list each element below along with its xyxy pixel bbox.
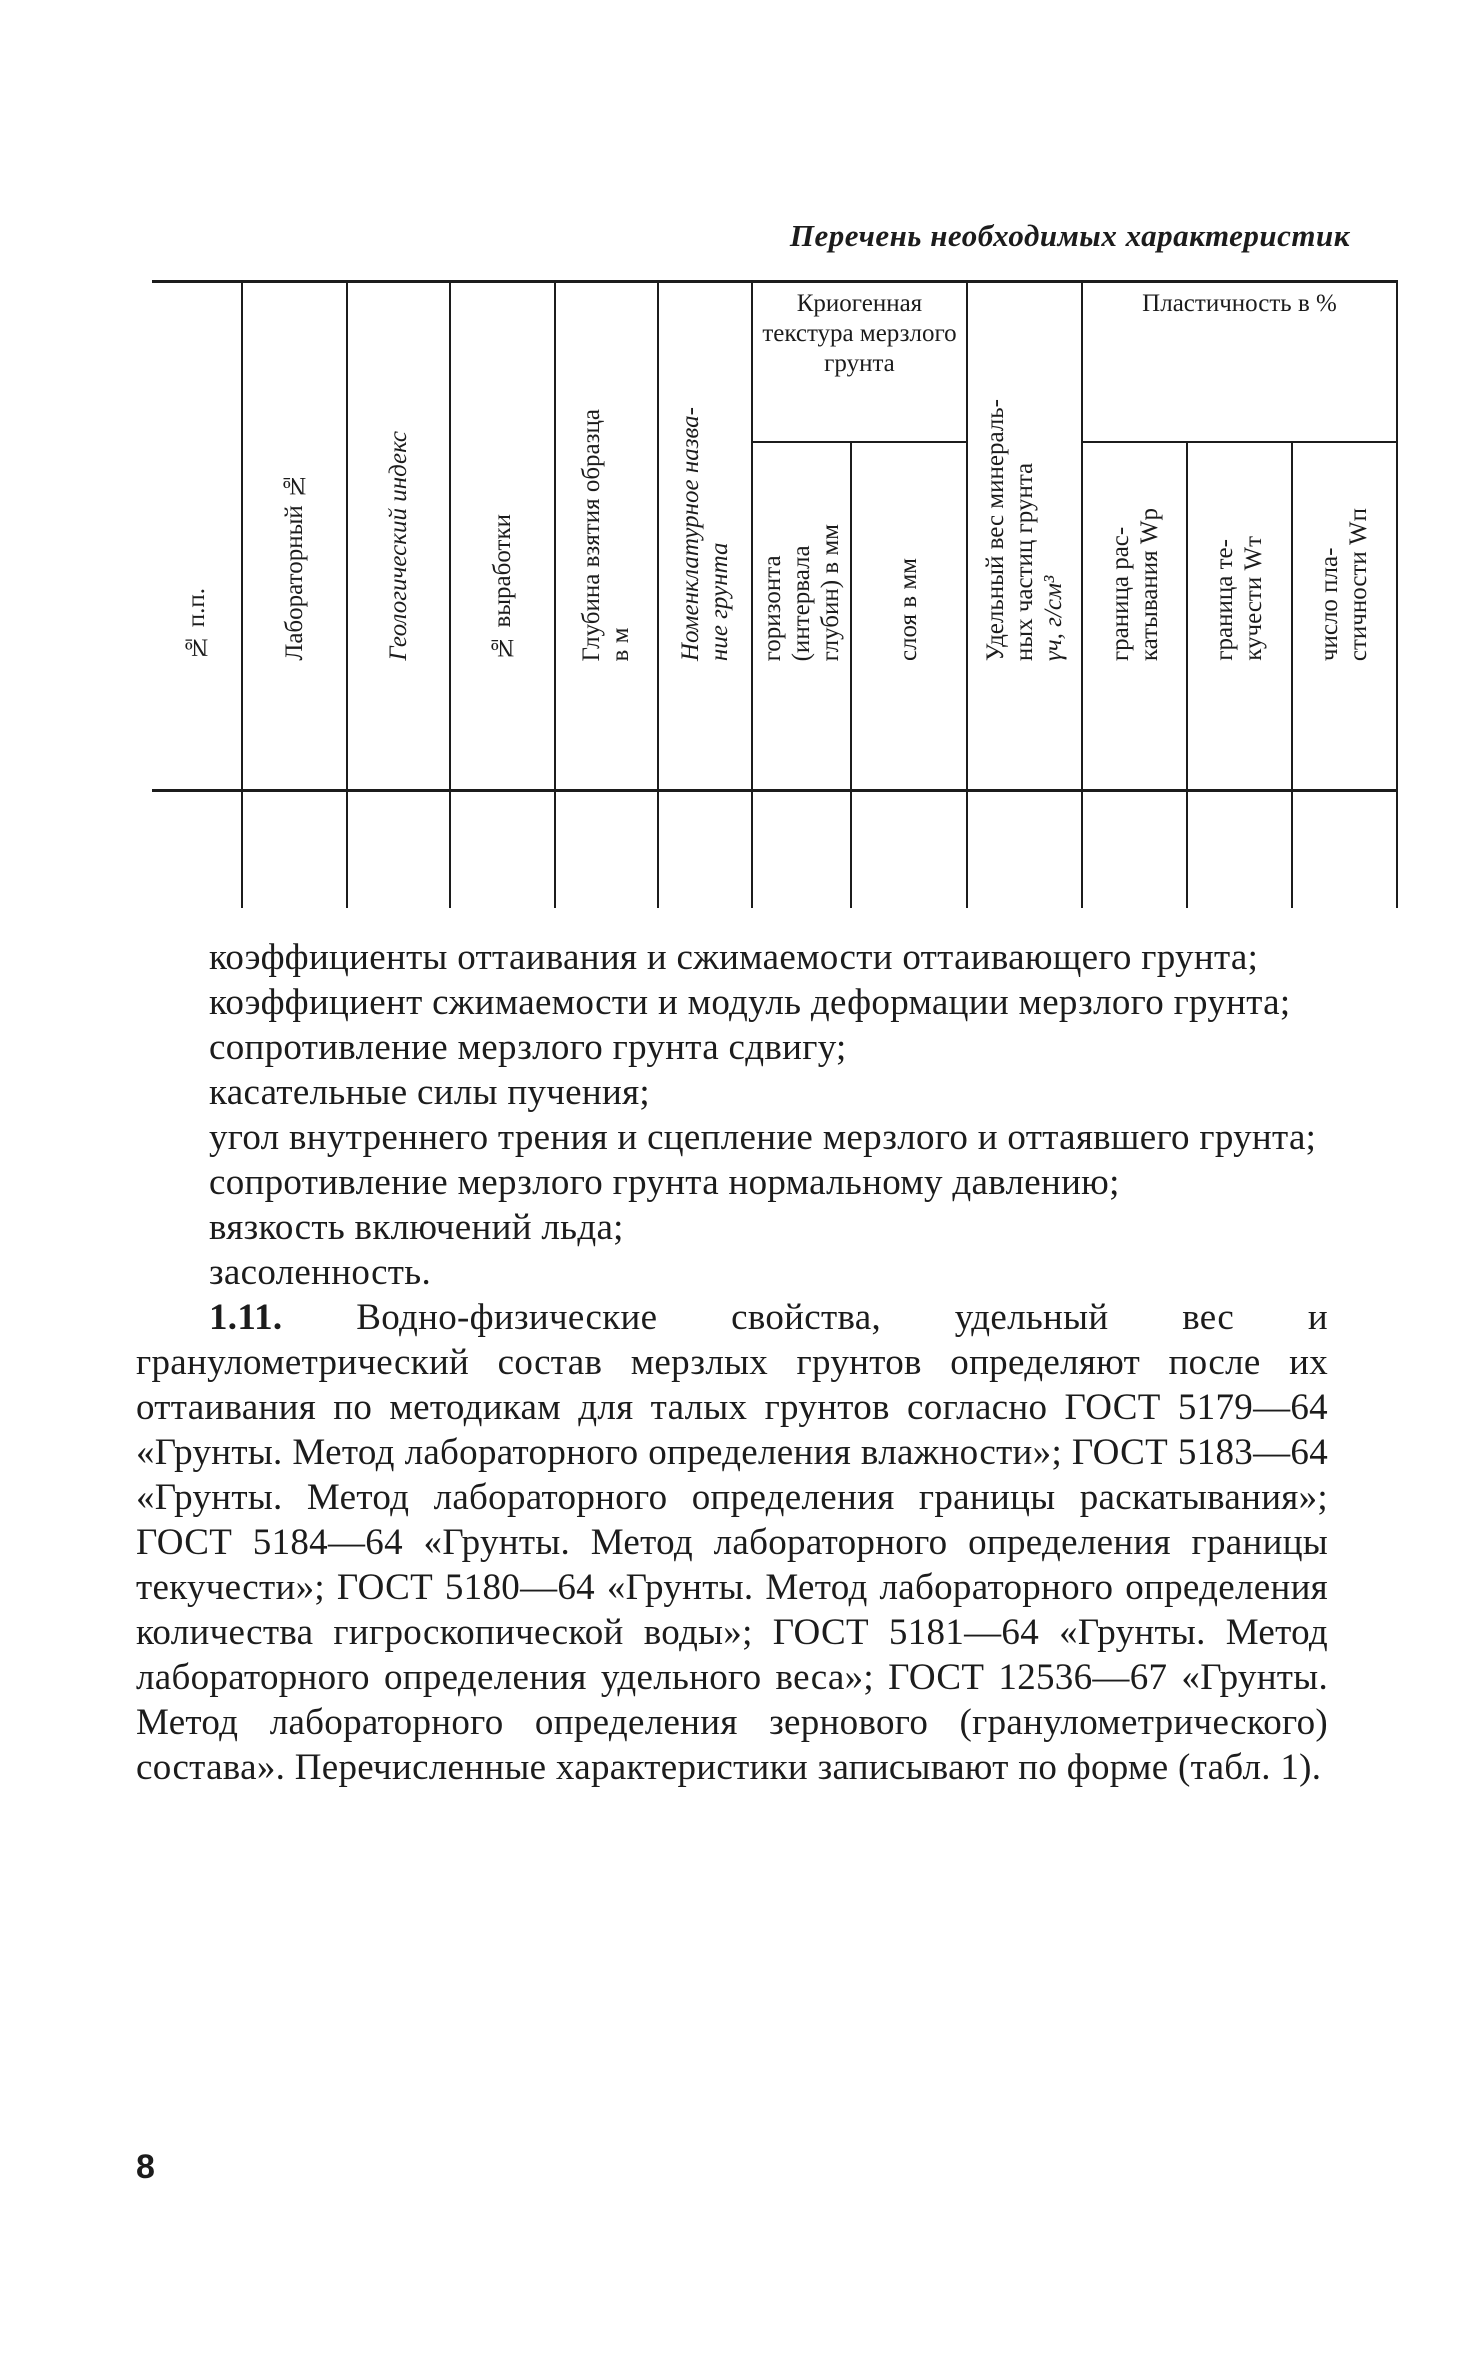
col-header-depth: Глубина взятия образца в м	[555, 282, 658, 674]
list-item: сопротивление мерзлого грунта нормальному давлению;	[209, 1162, 1120, 1203]
list-item: коэффициент сжимаемости и модуль деформации мерзлого грунта;	[209, 982, 1291, 1023]
list-item: вязкость включений льда;	[209, 1207, 624, 1248]
section-number: 1.11.	[209, 1297, 283, 1338]
col-header-lab: Лабораторный №	[242, 282, 347, 674]
col-header-geo: Геологический индекс	[347, 282, 450, 674]
characteristics-table	[152, 280, 1398, 908]
col-header-nomenclature: Номенклатурное назва- ние грунта	[658, 282, 752, 674]
list-item: засоленность.	[209, 1252, 431, 1293]
col-header-excavation: № выработки	[450, 282, 555, 674]
col-group-cryotexture: Криогенная текстура мерзлого грунта	[752, 282, 966, 443]
col-header-liquid-limit: граница те- кучести Wт	[1187, 442, 1292, 673]
list-item: касательные силы пучения;	[209, 1072, 650, 1113]
col-header-num: № п.п.	[152, 282, 242, 674]
list-item: коэффициенты оттаивания и сжимаемости оттаивающего грунта;	[209, 937, 1259, 978]
table-caption: Перечень необходимых характеристик	[789, 218, 1350, 253]
list-item: сопротивление мерзлого грунта сдвигу;	[209, 1027, 847, 1068]
col-group-plasticity: Пластичность в %	[1082, 282, 1397, 443]
col-header-horizon: горизонта (интервала глубин) в мм	[752, 442, 851, 673]
table-row	[152, 673, 1397, 791]
col-header-rolling-limit: граница рас- катывания Wр	[1082, 442, 1187, 673]
page-number: 8	[136, 2148, 155, 2186]
table-row	[152, 792, 1397, 908]
col-header-specific-weight: Удельный вес минераль- ных частиц грунта γч, г/см³	[967, 282, 1082, 674]
list-item: угол внутреннего трения и сцепление мерзлого и оттаявшего грунта;	[209, 1117, 1317, 1158]
col-header-layer: слоя в мм	[851, 442, 966, 673]
col-header-plasticity-index: число пла- стичности Wп	[1292, 442, 1397, 673]
section-paragraph: 1.11. Водно-физические свойства, удельный вес и гранулометрический состав мерзлых грунтов определяют после их оттаивания по методикам для талых грунтов согласно ГОСТ 5179—64 «Грунты. Метод лабораторного определения влажности»; ГОСТ 5183—64 «Грунты. Метод лабораторного определения границы раскатывания»; ГОСТ 5184—64 «Грунты. Метод лабораторного определения границы текучести»; ГОСТ 5180—64 «Грунты. Метод лабораторного определения количества гигроскопической воды»; ГОСТ 5181—64 «Грунты. Метод лабораторного определения удельного веса»; ГОСТ 12536—67 «Грунты. Метод лабораторного определения зернового (гранулометрического) состава». Перечисленные характеристики записывают по форме (табл. 1).	[136, 1297, 1328, 1788]
characteristics-list	[136, 935, 1328, 1295]
body-text	[136, 935, 1328, 1790]
